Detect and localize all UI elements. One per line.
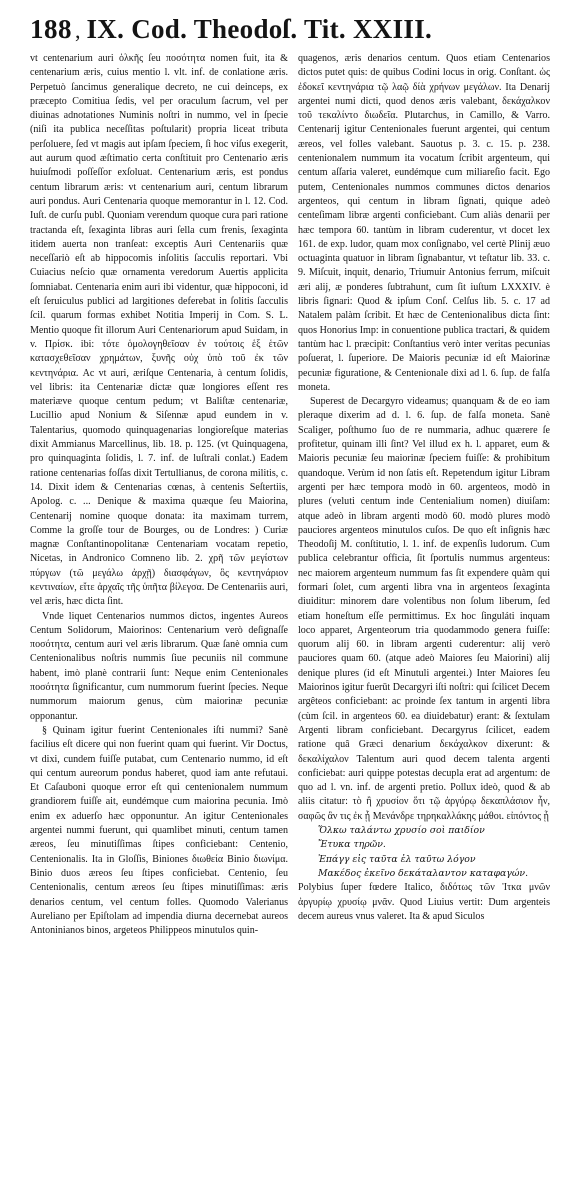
verse-line: Ἐπάγγ εἰς ταῦτα ἐλ ταῦτω λόγον <box>318 853 476 865</box>
verse-line: Ὅλκω ταλάντω χρυσίο σοὶ παιδίον <box>318 825 485 837</box>
left-paragraph-1: vt centenarium auri ὁλκῆς ſeu ποσότητα nomen fuit, ita & centenarium æris, cuius mentio l. vlt. inf. de conlatione æris. Perpetuò ſancimus generalique decreto, ne cui deinceps, ex præcepto Comitiua ſedis, vel per oraculum ſacrum, vel per diuinas adnotationes Numinis noſtri in nummo, vel in ſpecie (niſi ita publica neceſſitas poſtularit) propria liceat tributa perſoluere, ſed vt magis aut ipſam ſpeciem, ſi hoc viſus exegerit, aut aurum quod æſtimatio certa conſtituit pro Centenario æris huiuſmodi poſſeſſor exſoluat. Centenarium æris, est pondus centum librarum æris: vt centenarium auri, centum librarum auri pondus. Auri Centenaria quoque memorantur in l. 12. Cod. Iuſt. de curſu publ. Quoniam verendum quoque cura pari ratione tractanda eſt, ſexaginta libras auri ſella cum frenis, ſexaginta itidem auerta non tranſeat: exceptis Auri Centenariis quæ neceſſariò eſt ab hippocomis inſolitis ſacculis reportari. Vbi Cuiacius neſcio quæ ornamenta veredorum Auertis applicita ſomniabat. Centenaria enim auri ibi videntur, quæ hippoconi, id eſt ſeruiculus publici ad largitiones deferebat in ſolitis ſacculis ſcil. quarum formas exhibet Notitia Imperij in Com. S. L. Mentio quoque fit illorum Auri Centenariorum apud Suidam, in v. Πρίσκ. ibi: τότε ὁμολογηθεῖσαν ἐν τούτοις ἑξ ἑτῶν κατασχεθεῖσαν χρημάτων, ξυνῆς οὐχ ὑπὸ τοῦ ἐκ τῶν κεντηνάρια. Ac vt auri, æriſque Centenaria, à centum ſolidis, vel libris: ita Centenariæ dictæ quæ longiores eſſent res materiæve quoque centum pedum; vt Baliſtæ centenariæ, Lucillio apud Nonium & Siſennæ apud eundem in v. Talentarius, quomodo quinquagenarias longioreſque materias dixit Ammianus Marcellinus, lib. 18. p. 125. (vt Quinquagena, pro quinquaginta ſolidis, l. 7. inf. de luſtrali conlat.) Eadem ratione centenarias foſſas dixit Tertullianus, de corona militis, c. 14. Dixit idem & Centenarias cœnas, à centenis Seſtertiis, Apolog. c. ... Denique & maxima quæque ſeu Maiorina, Centenarij nomine quoque donata: ita maximam turrem, Comme la groſſe tour de Bourges, ou de Londres: ) Curiæ magnæ Conſtantinopolitanæ Centenariam vocatam repetio, Nicetas, in Andronico Comneno lib. 2. χρῆ τῶν μεγίστων πύργων (τῶ μεγάλω ἀρχῇ) διασφάγων, ὃς κεντηνάριον κεντιναίων, εἴτε ἀρχαῖς τῆς ὑπῆτα βίλεγσα. De Centenariis auri, vel æris, hæc dicta ſint. <box>30 53 288 608</box>
right-paragraph-1: quagenos, æris denarios centum. Quos etiam Centenarios dictos putet quis: de quibus Codini locus in orig. Conſtant. ὡς ἐδοκεῖ κεντηνάρια τῷ λαῷ δίὰ χρήνων μεγάλων. Ita Denarij argentei numi dicti, quod denos æris valebant, δεκάχαλκον τοῦ τεκαλίντο διωδεῖα. Plutarchus, in Camillo, & Varro. Centenarij igitur Centenionales fuerunt argentei, qui centum æreos, vel folles valebant. Sauotus p. 3. c. 15. p. 238. centenionalem nummum ita vocatum ſcribit argenteum, qui centum aſſaria valeret, eundémque cum miliareſio facit. Ego putem, Centenionales nummos communes dictos denarios argenteos, qui centum in libram ſignati, quique adeò centeſimam libræ argenti conficiebant. Cum aliàs denarii per hæc tempora 60. tantùm in libram cuderentur, vt docet lex 161. de exp. ludor, quam mox conſignabo, vel certè Plinij æuo octuaginta quatuor in libram ſignabantur, vt teſtatur lib. 33. c. 9. Miſcuit, inquit, denario, Triumuir Antonius ferrum, miſcuit æri alij, æ ponderes ſubtrahunt, cum ſit iuſtum LXXXIV. è libris ſignari: Quod & ipſum Conſ. Celſus lib. 5. c. 17 ad Natalem palàm ſcribit. Et hæc de Centenionalibus dicta ſint: quos Honorius Imp: in conuentione publica tractari, & quidem tantùm hac l. præcipit: Conſtantius verò inter veritas pecunias poſuerat, l. ſuperiore. De Maioris pecuniæ id eſt Maiorinæ pecuniæ figuratione, & Centenionale dixi ad l. 6. ſup. de falſa moneta. <box>298 53 550 393</box>
header-separator: , <box>75 18 81 43</box>
verse-line: Μακέδος ἐκεῖνο δεκάταλαντον καταφαγών. <box>318 867 529 879</box>
right-paragraph-2: Superest de Decargyro videamus; quanquam & de eo iam pleraque dixerim ad d. l. 6. ſup. de falſa moneta. Sanè Scaliger, poſthumo ſuo de re nummaria, adhuc quærere ſe profitetur, quinam illi ſint? Vel illud ex h. l. apparet, eum & Maioris pecuniæ ſeu maiorinæ ſpeciem fuiſſe: & prohibitum quandoque. Verùm id non ſatis eſt. Repetendum igitur Libram argenti per hæc tempora modò in 60. argenteos, modò in plures (veluti centum inde Centenialium nomen) diuiſam: atque adeò in libram argenti modò 60. modò plures modò pauciores argenteos minutulos cuſos. De quo eſt inſignis hæc Theodoſij M. conſtitutio, l. 1. inf. de expenſis ludorum. Cum publica celebrantur officia, ſit ſportulis nummus argenteus: nec maiorem argenteum nummum fas ſit expendere quàm qui formari ſolet, cum argenti libra vna in argenteos ſexaginta diuiditur: minorem dare volentibus non ſolum liberum, ſed etiam honeſtum eſſe permittimus. Ex hoc ſinguláti inquam loco apparet, Argenteorum tria quodammodo genera fuiſſe: quorum alij 60. in libram argenti cuderentur: alij verò pauciores quam 60. (atque adeò Maiores ſeu Maiorini) alij denique plures (id eſt Minutuli argentei.) Inter Maiores ſeu Maiorinos igitur fuerūt Decargyri iſti noſtri: qui ſcilicet Decem argêteos conficiebant: ac proinde ſex tantum in argenti libra (cùm ſcil. in argenteos 60. ea diuidebatur) erant: & ſextulam Argenti libram conficiebant. Decargyrus ſcilicet, eadem ratione quâ Græci denarium δεκάχαλκον dixerunt: & δεκαλίχαλον Talentum auri quod decem talenta argenti conficiebat: auri quippe potestas decupla erat ad argentum: de quo ad l. vn. inf. de argenti pretio. Pollux ideò, quod & ab aliis citatur: τὸ ἢ χρυσίον ὅτι τῷ ἀργύρῳ δεκαπλάσιον ἦν, σαφῶς ἂν τις ἐκ ᾗ Μενάνδρε τηρηκαλλάκης μάθοι. εἰπόντος ᾗ <box>298 396 550 822</box>
verse-block <box>298 824 550 881</box>
right-column <box>298 52 550 1188</box>
page-number: 188 <box>30 14 72 44</box>
right-closing-paragraph: Polybius ſuper fœdere Italico, διδότως τῶν Ἰτκα μνῶν ἀργυρίῳ χρυσίῳ μνᾶν. Quod Liuius vertit: Dum argenteis decem aureus vnus valeret. Ita & apud Siculos <box>298 882 550 922</box>
running-head <box>30 14 550 48</box>
verse-line: Ἔτυκα τηρῶν. <box>318 839 386 851</box>
left-paragraph-3: § Quinam igitur fuerint Centenionales iſti nummi? Sanè facilius eſt dicere qui non fuerint quam qui fuerint. Vir Doctus, vt dixi, cundem fuiſſe putabat, cum Centenario nummo, id eſt qui centum aureorum pondus haberet, quod iam ante refutaui. Et Caſauboni quoque error eſt qui centenionalem nummum grandiorem fuiſſe ait, eundémque cum maiorina pecunia. Imò enim ex aduerſo hæc opponuntur. An igitur Centenionales argentei nummi fuerunt, qui quamlibet minuti, centum tamen æreos, ſeu minutiſſimas ſtipes conficiebant: Centenio, Centenionalis. Ita in Gloſſis, Biniones διωθεία Binio διωνίμα. Binio duos æreos ſeu ſtipes conficiebat. Centenio, ſeu Centenionalis, centum æreos ſeu ſtipes minutiſſimas: æris denarios centum, vel centum folles. Quomodo Valerianus Aureliano per Epiſtolam ad impendia diurna decernebat aureos Antoninianos binos, argeteos Philippeos minutulos quin- <box>30 724 288 937</box>
left-paragraph-2: Vnde liquet Centenarios nummos dictos, ingentes Aureos Centum Solidorum, Maiorinos: Centenarium verò deſignaſſe ποσότητα, centum auri vel æris librarum. Quæ ſanè omnia cum Centenionalibus noſtris nummis ſiue pecuniis nil commune habent, imò planè contrarii ſunt: Neque enim Centenionales ποσότητα ſignificantur, cum nummorum fuerint ſpecies. Neque nummorum maiorum genus, cùm maiorinæ pecuniæ opponantur. <box>30 610 288 722</box>
left-column <box>30 52 288 1188</box>
running-title: IX. Cod. Theodoſ. Tit. XXIII. <box>86 14 433 44</box>
